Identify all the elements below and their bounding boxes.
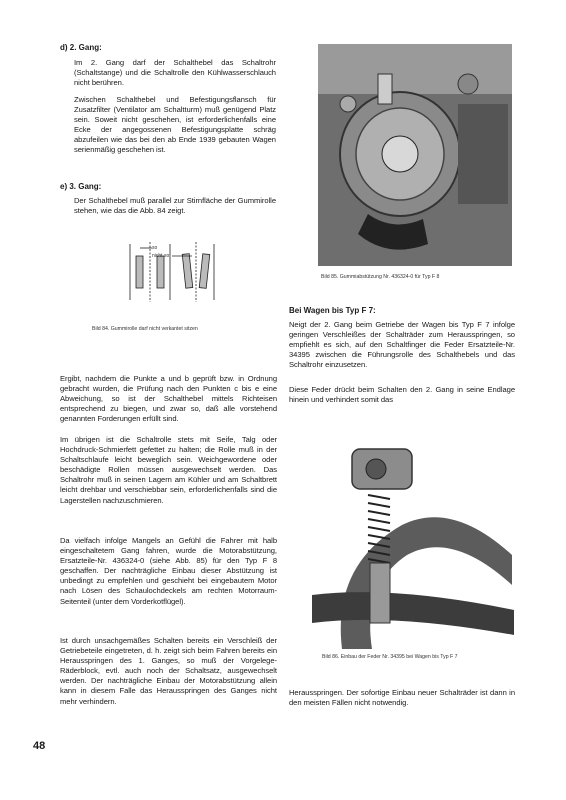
section-e-paragraph-1: Der Schalthebel muß parallel zur Stirnfläche der Gummirolle stehen, wie das die Abb. 84 zeigt. (74, 196, 276, 216)
section-e-heading: e) 3. Gang: (60, 182, 102, 191)
left-paragraph-4: Ist durch unsachgemäßes Schalten bereits ein Verschleiß der Getriebeteile eingetreten, d. h. zeigt sich beim Fahren bereits ein Herausspringen des 1. Ganges, so muß der Vorgelege-Räderblock, evtl. auch noch der Schaltsatz, ausgewechselt werden. Der nachträgliche Einbau der Motorabstützung allein kann in diesem Falle das Herausspringen des Ganges nicht mehr verhindern. (60, 636, 277, 706)
right-paragraph-3: Herausspringen. Der sofortige Einbau neuer Schalträder ist dann in den meisten Fällen nicht notwendig. (289, 688, 515, 708)
left-paragraph-2: Im übrigen ist die Schaltrolle stets mit Seife, Talg oder Hochdruck-Schmierfett gefettet zu halten; die Rolle muß in der Schaltschlaufe leicht beweglich sein. Weichgewordene oder beschädigte Rollen müssen ausgewechselt werden. Das Schaltrohr muß in seinen Lagern am Kühler und am Schaltbrett leicht drehbar und verschiebbar sein, erforderlichenfalls sind die Lagerstellen nachzuschmieren. (60, 435, 277, 505)
right-section-heading: Bei Wagen bis Typ F 7: (289, 306, 376, 315)
left-paragraph-3: Da vielfach infolge Mangels an Gefühl die Fahrer mit halb eingeschaltetem Gang fahren, wurde die Motorabstützung, Ersatzteile-Nr. 436324-0 (siehe Abb. 85) für den Typ F 8 geschaffen. Der nachträgliche Einbau dieser Abstützung ist unbedingt zu empfehlen und geschieht bei eingebautem Motor nach Lösen des Schaulochdeckels am rechten Motorraum-Seitenteil (unter dem Vorderkotflügel). (60, 536, 277, 606)
figure-84-diagram (110, 238, 230, 304)
figure-84-caption: Bild 84. Gummirolle darf nicht verkantet sitzen (92, 326, 198, 332)
page-number: 48 (33, 740, 46, 752)
section-d-heading: d) 2. Gang: (60, 43, 102, 52)
figure-86-photo (312, 435, 514, 649)
figure-84-label-nicht-so: nicht so (152, 253, 170, 259)
figure-85-photo (318, 44, 512, 266)
section-d-paragraph-2: Zwischen Schalthebel und Befestigungsflansch für Zusatzfilter (Ventilator am Schaltturm) muß genügend Platz sein. Soweit nicht geschehen, ist erforderlichenfalls eine Ecke der angegossenen Befestigungsplatte schräg abzufeilen wie das bei den ab Ende 1939 gebauten Wagen serienmäßig geschehen ist. (74, 95, 276, 155)
figure-85-caption: Bild 85. Gummiabstützung Nr. 436324-0 für Typ F 8 (321, 274, 440, 280)
right-paragraph-1: Neigt der 2. Gang beim Getriebe der Wagen bis Typ F 7 infolge geringen Verschleißes der Schalträder zum Herausspringen, so empfiehlt es sich, auf den Schaltfinger die Feder Ersatzteile-Nr. 34395 zwischen die Führungsrolle des Schalthebels und das Schaltrohr einzusetzen. (289, 320, 515, 370)
figure-84-label-so: so (152, 245, 158, 251)
figure-86-caption: Bild 86. Einbau der Feder Nr. 34395 bei Wagen bis Typ F 7 (322, 654, 458, 660)
right-paragraph-2: Diese Feder drückt beim Schalten den 2. Gang in seine Endlage hinein und verhindert somit das (289, 385, 515, 405)
left-paragraph-1: Ergibt, nachdem die Punkte a und b geprüft bzw. in Ordnung gebracht wurden, die Prüfung nach den Punkten c bis e eine Abweichung, so ist der Schalthebel mittels Richteisen entsprechend zu biegen, und zwar so, daß alle vorstehend genannten Forderungen erfüllt sind. (60, 374, 277, 424)
section-d-paragraph-1: Im 2. Gang darf der Schalthebel das Schaltrohr (Schaltstange) und die Schaltrolle den Kühlwasserschlauch nicht berühren. (74, 58, 276, 88)
